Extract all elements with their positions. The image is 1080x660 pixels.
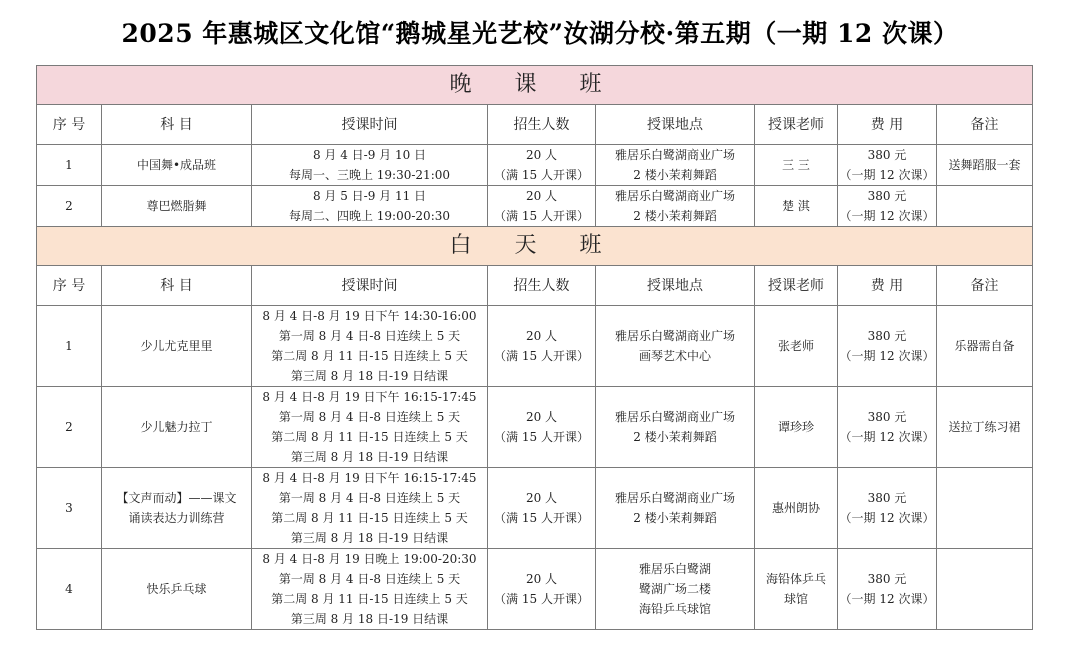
location-cell-line: 鹭湖广场二楼	[638, 582, 711, 596]
note-cell	[937, 186, 1033, 227]
enroll-cell	[488, 387, 596, 468]
time-cell	[252, 145, 488, 186]
fee-cell-line: （一期 12 次课）	[839, 349, 935, 363]
table-row	[37, 468, 1033, 549]
fee-cell-line: （一期 12 次课）	[839, 511, 935, 525]
time-cell-line: 每周二、四晚上 19:00-20:30	[288, 209, 451, 223]
teacher-cell-line: 三 三	[782, 158, 810, 172]
teacher-cell	[755, 145, 838, 186]
teacher-cell-line: 惠州朗协	[771, 501, 820, 515]
column-header: 授课时间	[252, 105, 488, 145]
enroll-cell	[488, 549, 596, 630]
fee-cell	[838, 468, 937, 549]
row-number: 2	[37, 186, 102, 227]
enroll-cell-line: 20 人	[525, 410, 558, 424]
location-cell-line: 2 楼小茉莉舞蹈	[633, 430, 717, 444]
column-header: 备注	[937, 266, 1033, 306]
time-cell-line: 第三周 8 月 18 日-19 日结课	[290, 369, 449, 383]
teacher-cell-line: 谭珍珍	[777, 420, 814, 434]
row-number: 1	[37, 306, 102, 387]
time-cell-line: 8 月 4 日-8 月 19 日下午 16:15-17:45	[262, 390, 477, 404]
section-band-evening	[37, 66, 1033, 105]
note-cell	[937, 468, 1033, 549]
subject-cell	[102, 145, 252, 186]
subject-cell-line: 尊巴燃脂舞	[146, 199, 207, 213]
section-title	[37, 227, 1033, 266]
enroll-cell	[488, 145, 596, 186]
table-row	[37, 145, 1033, 186]
teacher-cell-line: 张老师	[777, 339, 814, 353]
enroll-cell-line: 20 人	[525, 329, 558, 343]
time-cell	[252, 186, 488, 227]
enroll-cell-line: （满 15 人开课）	[494, 168, 589, 182]
enroll-cell	[488, 306, 596, 387]
subject-cell	[102, 306, 252, 387]
enroll-cell-line: （满 15 人开课）	[494, 209, 589, 223]
fee-cell	[838, 306, 937, 387]
time-cell-line: 第三周 8 月 18 日-19 日结课	[290, 612, 449, 626]
fee-cell	[838, 549, 937, 630]
teacher-cell	[755, 468, 838, 549]
location-cell-line: 雅居乐白鹭湖商业广场	[614, 329, 735, 343]
time-cell-line: 第一周 8 月 4 日-8 日连续上 5 天	[278, 491, 461, 505]
location-cell	[596, 145, 755, 186]
time-cell-line: 第二周 8 月 11 日-15 日连续上 5 天	[271, 349, 468, 363]
note-cell: 送舞蹈服一套	[937, 145, 1033, 186]
teacher-cell	[755, 549, 838, 630]
fee-cell	[838, 145, 937, 186]
row-number: 3	[37, 468, 102, 549]
column-header: 授课地点	[596, 266, 755, 306]
location-cell-line: 雅居乐白鹭湖商业广场	[614, 189, 735, 203]
subject-cell	[102, 549, 252, 630]
note-cell	[937, 549, 1033, 630]
fee-cell-line: （一期 12 次课）	[839, 168, 935, 182]
row-number: 1	[37, 145, 102, 186]
time-cell-line: 第二周 8 月 11 日-15 日连续上 5 天	[271, 430, 468, 444]
column-header: 招生人数	[488, 105, 596, 145]
location-cell	[596, 468, 755, 549]
teacher-cell	[755, 306, 838, 387]
teacher-cell-line: 楚 淇	[782, 199, 810, 213]
location-cell	[596, 306, 755, 387]
column-header: 授课老师	[755, 266, 838, 306]
column-header: 费 用	[838, 266, 937, 306]
time-cell-line: 8 月 4 日-8 月 19 日下午 16:15-17:45	[262, 471, 477, 485]
section-band-daytime	[37, 227, 1033, 266]
time-cell	[252, 387, 488, 468]
header-row-evening	[37, 105, 1033, 145]
time-cell	[252, 468, 488, 549]
subject-cell-line: 快乐乒乓球	[146, 582, 207, 596]
column-header: 科 目	[102, 266, 252, 306]
note-cell: 送拉丁练习裙	[937, 387, 1033, 468]
time-cell-line: 8 月 4 日-8 月 19 日下午 14:30-16:00	[262, 309, 477, 323]
time-cell	[252, 306, 488, 387]
table-row	[37, 306, 1033, 387]
enroll-cell	[488, 468, 596, 549]
column-header: 序 号	[37, 266, 102, 306]
time-cell-line: 第一周 8 月 4 日-8 日连续上 5 天	[278, 572, 461, 586]
fee-cell-line: 380 元	[867, 329, 907, 343]
fee-cell	[838, 387, 937, 468]
time-cell-line: 8 月 4 日-9 月 10 日	[312, 148, 427, 162]
enroll-cell-line: （满 15 人开课）	[494, 349, 589, 363]
location-cell-line: 雅居乐白鹭湖商业广场	[614, 148, 735, 162]
teacher-cell	[755, 387, 838, 468]
location-cell	[596, 549, 755, 630]
enroll-cell	[488, 186, 596, 227]
location-cell	[596, 387, 755, 468]
location-cell-line: 雅居乐白鹭湖商业广场	[614, 410, 735, 424]
enroll-cell-line: （满 15 人开课）	[494, 430, 589, 444]
column-header: 授课老师	[755, 105, 838, 145]
note-cell: 乐器需自备	[937, 306, 1033, 387]
fee-cell-line: 380 元	[867, 189, 907, 203]
subject-cell	[102, 468, 252, 549]
fee-cell-line: 380 元	[867, 148, 907, 162]
section-title-text: 白 天 班	[449, 233, 620, 258]
table-row	[37, 387, 1033, 468]
time-cell	[252, 549, 488, 630]
column-header: 序 号	[37, 105, 102, 145]
table-row	[37, 186, 1033, 227]
location-cell-line: 2 楼小茉莉舞蹈	[633, 168, 717, 182]
teacher-cell-line: 海铅体乒乓	[765, 572, 826, 586]
time-cell-line: 第一周 8 月 4 日-8 日连续上 5 天	[278, 410, 461, 424]
schedule-table	[36, 65, 1033, 630]
fee-cell-line: （一期 12 次课）	[839, 209, 935, 223]
enroll-cell-line: 20 人	[525, 572, 558, 586]
column-header: 费 用	[838, 105, 937, 145]
teacher-cell-line: 球馆	[783, 592, 808, 606]
location-cell-line: 雅居乐白鹭湖商业广场	[614, 491, 735, 505]
fee-cell	[838, 186, 937, 227]
fee-cell-line: 380 元	[867, 410, 907, 424]
subject-cell-line: 中国舞•成品班	[136, 158, 217, 172]
enroll-cell-line: 20 人	[525, 189, 558, 203]
enroll-cell-line: （满 15 人开课）	[494, 511, 589, 525]
fee-cell-line: 380 元	[867, 491, 907, 505]
table-row	[37, 549, 1033, 630]
header-row-daytime	[37, 266, 1033, 306]
fee-cell-line: 380 元	[867, 572, 907, 586]
fee-cell-line: （一期 12 次课）	[839, 430, 935, 444]
teacher-cell	[755, 186, 838, 227]
time-cell-line: 第一周 8 月 4 日-8 日连续上 5 天	[278, 329, 461, 343]
section-title-text: 晚 课 班	[449, 72, 620, 97]
fee-cell-line: （一期 12 次课）	[839, 592, 935, 606]
row-number: 2	[37, 387, 102, 468]
row-number: 4	[37, 549, 102, 630]
time-cell-line: 每周一、三晚上 19:30-21:00	[288, 168, 451, 182]
column-header: 授课地点	[596, 105, 755, 145]
location-cell-line: 画琴艺术中心	[638, 349, 711, 363]
page-title: 2025 年惠城区文化馆“鹅城星光艺校”汝湖分校·第五期（一期 12 次课）	[121, 19, 959, 48]
subject-cell-line: 少儿尤克里里	[140, 339, 213, 353]
enroll-cell-line: （满 15 人开课）	[494, 592, 589, 606]
time-cell-line: 第三周 8 月 18 日-19 日结课	[290, 531, 449, 545]
enroll-cell-line: 20 人	[525, 491, 558, 505]
time-cell-line: 第二周 8 月 11 日-15 日连续上 5 天	[271, 511, 468, 525]
column-header: 授课时间	[252, 266, 488, 306]
enroll-cell-line: 20 人	[525, 148, 558, 162]
location-cell-line: 海铅乒乓球馆	[638, 602, 711, 616]
time-cell-line: 8 月 5 日-9 月 11 日	[312, 189, 427, 203]
subject-cell	[102, 186, 252, 227]
time-cell-line: 第二周 8 月 11 日-15 日连续上 5 天	[271, 592, 468, 606]
subject-cell-line: 诵读表达力训练营	[128, 511, 225, 525]
location-cell	[596, 186, 755, 227]
column-header: 科 目	[102, 105, 252, 145]
column-header: 备注	[937, 105, 1033, 145]
location-cell-line: 2 楼小茉莉舞蹈	[633, 209, 717, 223]
subject-cell-line: 少儿魅力拉丁	[140, 420, 213, 434]
subject-cell	[102, 387, 252, 468]
location-cell-line: 2 楼小茉莉舞蹈	[633, 511, 717, 525]
subject-cell-line: 【文声而动】——课文	[116, 491, 237, 505]
time-cell-line: 8 月 4 日-8 月 19 日晚上 19:00-20:30	[262, 552, 477, 566]
section-title	[37, 66, 1033, 105]
time-cell-line: 第三周 8 月 18 日-19 日结课	[290, 450, 449, 464]
location-cell-line: 雅居乐白鹭湖	[638, 562, 711, 576]
column-header: 招生人数	[488, 266, 596, 306]
